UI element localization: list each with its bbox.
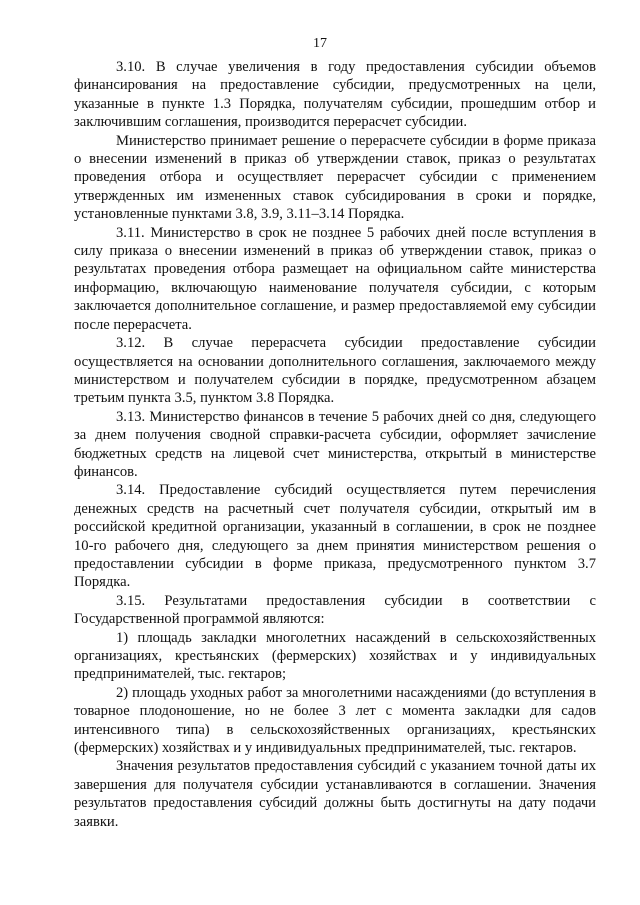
paragraph-3-12: 3.12. В случае перерасчета субсидии предоставление субсидии осуществляется на основании дополнительного соглашения, заключаемого между министерством и получателем субсидии в порядке, предусмотренном абзацем третьим пункта 3.5, пунктом 3.8 Порядка. [74,335,596,407]
page-number: 17 [313,36,327,51]
paragraph-3-14: 3.14. Предоставление субсидий осуществляется путем перечисления денежных средств на расчетный счет получателя субсидии, открытый им в российской кредитной организации, указанный в соглашении, в срок не позднее 10-го рабочего дня, следующего за днем принятия министерством решения о предоставлении субсидии в форме приказа, предусмотренного пунктом 3.7 Порядка. [74,482,596,591]
document-body [74,58,596,831]
paragraph-ministry-decision: Министерство принимает решение о перерасчете субсидии в форме приказа о внесении изменений в приказ об утверждении ставок, приказ о результатах проведения отбора и осуществляет перерасчет субсидии с применением утвержденных им измененных ставок субсидирования в сроки и порядке, установленные пунктами 3.8, 3.9, 3.11–3.14 Порядка. [74,132,596,223]
paragraph-result-values: Значения результатов предоставления субсидий с указанием точной даты их завершения для получателя субсидии устанавливаются в соглашении. Значения результатов предоставления субсидий должны быть достигнуты на дату подачи заявки. [74,758,596,830]
paragraph-3-13: 3.13. Министерство финансов в течение 5 рабочих дней со дня, следующего за днем получения сводной справки-расчета субсидии, оформляет зачисление бюджетных средств на лицевой счет министерства, открытый в министерстве финансов. [74,408,596,480]
paragraph-3-11: 3.11. Министерство в срок не позднее 5 рабочих дней после вступления в силу приказа о внесении изменений в приказ об утверждении ставок, приказ о результатах проведения отбора размещает на официальном сайте министерства информацию, включающую наименование получателя субсидии, с которым заключается дополнительное соглашение, и размер предоставляемой ему субсидии после перерасчета. [74,224,596,333]
paragraph-3-10: 3.10. В случае увеличения в году предоставления субсидии объемов финансирования на предоставление субсидии, предусмотренных на цели, указанные в пункте 1.3 Порядка, получателям субсидии, прошедшим отбор и заключившим соглашения, производится перерасчет субсидии. [74,59,596,131]
paragraph-3-15: 3.15. Результатами предоставления субсидии в соответствии с Государственной программой являются: [74,592,596,628]
paragraph-result-1: 1) площадь закладки многолетних насаждений в сельскохозяйственных организациях, крестьянских (фермерских) хозяйствах и у индивидуальных предпринимателей, тыс. гектаров; [74,629,596,683]
paragraph-result-2: 2) площадь уходных работ за многолетними насаждениями (до вступления в товарное плодоношение, но не более 3 лет с момента закладки для садов интенсивного типа) в сельскохозяйственных организациях, крестьянских (фермерских) хозяйствах и у индивидуальных предпринимателей, тыс. гектаров. [74,684,596,757]
